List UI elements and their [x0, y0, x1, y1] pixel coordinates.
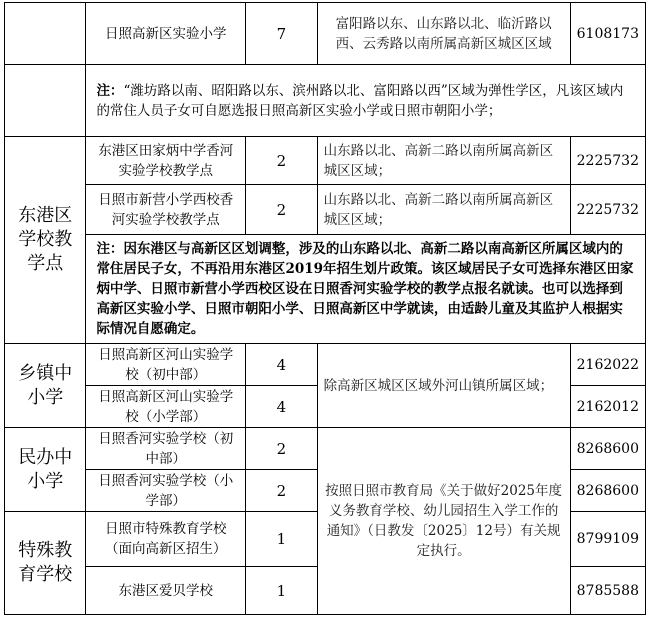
phone-number: 2225732 [570, 137, 645, 185]
class-count: 4 [246, 344, 317, 386]
table-row [5, 137, 646, 185]
note-body-2: 年招生划片政策。该区域居民子女可选择东港区田家炳中学、日照市新营小学西校区设在日照香河实验学校的教学点报名就读。也可以选择到高新区实验小学、日照市朝阳小学、日照高新区中学就读，由适龄儿童及其监护人根据实际情况自愿确定。 [96, 261, 634, 337]
school-name: 日照市新营小学西校香河实验学校教学点 [86, 185, 246, 235]
phone-number: 8268600 [570, 470, 645, 512]
class-count: 2 [246, 185, 317, 235]
enrollment-area: 山东路以北、高新二路以南所属高新区城区区域； [317, 185, 570, 235]
school-name: 日照市特殊教育学校（面向高新区招生） [86, 512, 246, 567]
class-count: 2 [246, 470, 317, 512]
category-label: 乡镇中小学 [5, 344, 86, 428]
table-row [5, 3, 646, 65]
note-body-1: 因东港区与高新区区划调整，涉及的山东路以北、高新二路以南高新区所属区域内的常住居民子女，不再沿用东港区 [96, 241, 623, 277]
phone-number: 6108173 [570, 3, 645, 65]
class-count: 2 [246, 428, 317, 470]
note-text [86, 65, 646, 137]
category-label: 民办中小学 [5, 428, 86, 512]
school-name: 东港区爱贝学校 [86, 567, 246, 615]
note-prefix: 注： [96, 241, 124, 257]
category-cell-empty [5, 65, 86, 137]
note-row [5, 65, 646, 137]
table-row [5, 185, 646, 235]
enrollment-table [4, 2, 646, 615]
school-name: 日照高新区河山实验学校（小学部） [86, 386, 246, 428]
class-count: 4 [246, 386, 317, 428]
enrollment-area: 富阳路以东、山东路以北、临沂路以西、云秀路以南所属高新区城区区域 [317, 3, 570, 65]
class-count: 1 [246, 567, 317, 615]
phone-number: 8268600 [570, 428, 645, 470]
note-text [86, 235, 646, 344]
school-name: 东港区田家炳中学香河实验学校教学点 [86, 137, 246, 185]
enrollment-area: 除高新区城区区域外河山镇所属区域； [317, 344, 570, 428]
class-count: 1 [246, 512, 317, 567]
phone-number: 2162012 [570, 386, 645, 428]
phone-number: 2162022 [570, 344, 645, 386]
school-name: 日照香河实验学校（小学部） [86, 470, 246, 512]
note-body: “潍坊路以南、昭阳路以东、滨州路以北、富阳路以西”区域为弹性学区，凡该区域内的常住人员子女可自愿选报日照高新区实验小学或日照市朝阳小学； [96, 82, 624, 119]
note-prefix: 注： [96, 82, 124, 99]
note-row [5, 235, 646, 344]
table-row [5, 428, 646, 470]
class-count: 7 [246, 3, 317, 65]
table-row [5, 344, 646, 386]
phone-number: 2225732 [570, 185, 645, 235]
phone-number: 8799109 [570, 512, 645, 567]
enrollment-area: 山东路以北、高新二路以南所属高新区城区区域； [317, 137, 570, 185]
school-name: 日照香河实验学校（初中部） [86, 428, 246, 470]
enrollment-area-shared: 按照日照市教育局《关于做好2025年度义务教育学校、幼儿园招生入学工作的通知》（日教发〔2025〕12号）有关规定执行。 [317, 428, 570, 615]
school-name: 日照高新区实验小学 [86, 3, 246, 65]
school-name: 日照高新区河山实验学校（初中部） [86, 344, 246, 386]
category-label: 特殊教育学校 [5, 512, 86, 615]
note-year: 2019 [285, 261, 324, 277]
class-count: 2 [246, 137, 317, 185]
category-cell-empty [5, 3, 86, 65]
phone-number: 8785588 [570, 567, 645, 615]
category-label: 东港区学校教学点 [5, 137, 86, 344]
